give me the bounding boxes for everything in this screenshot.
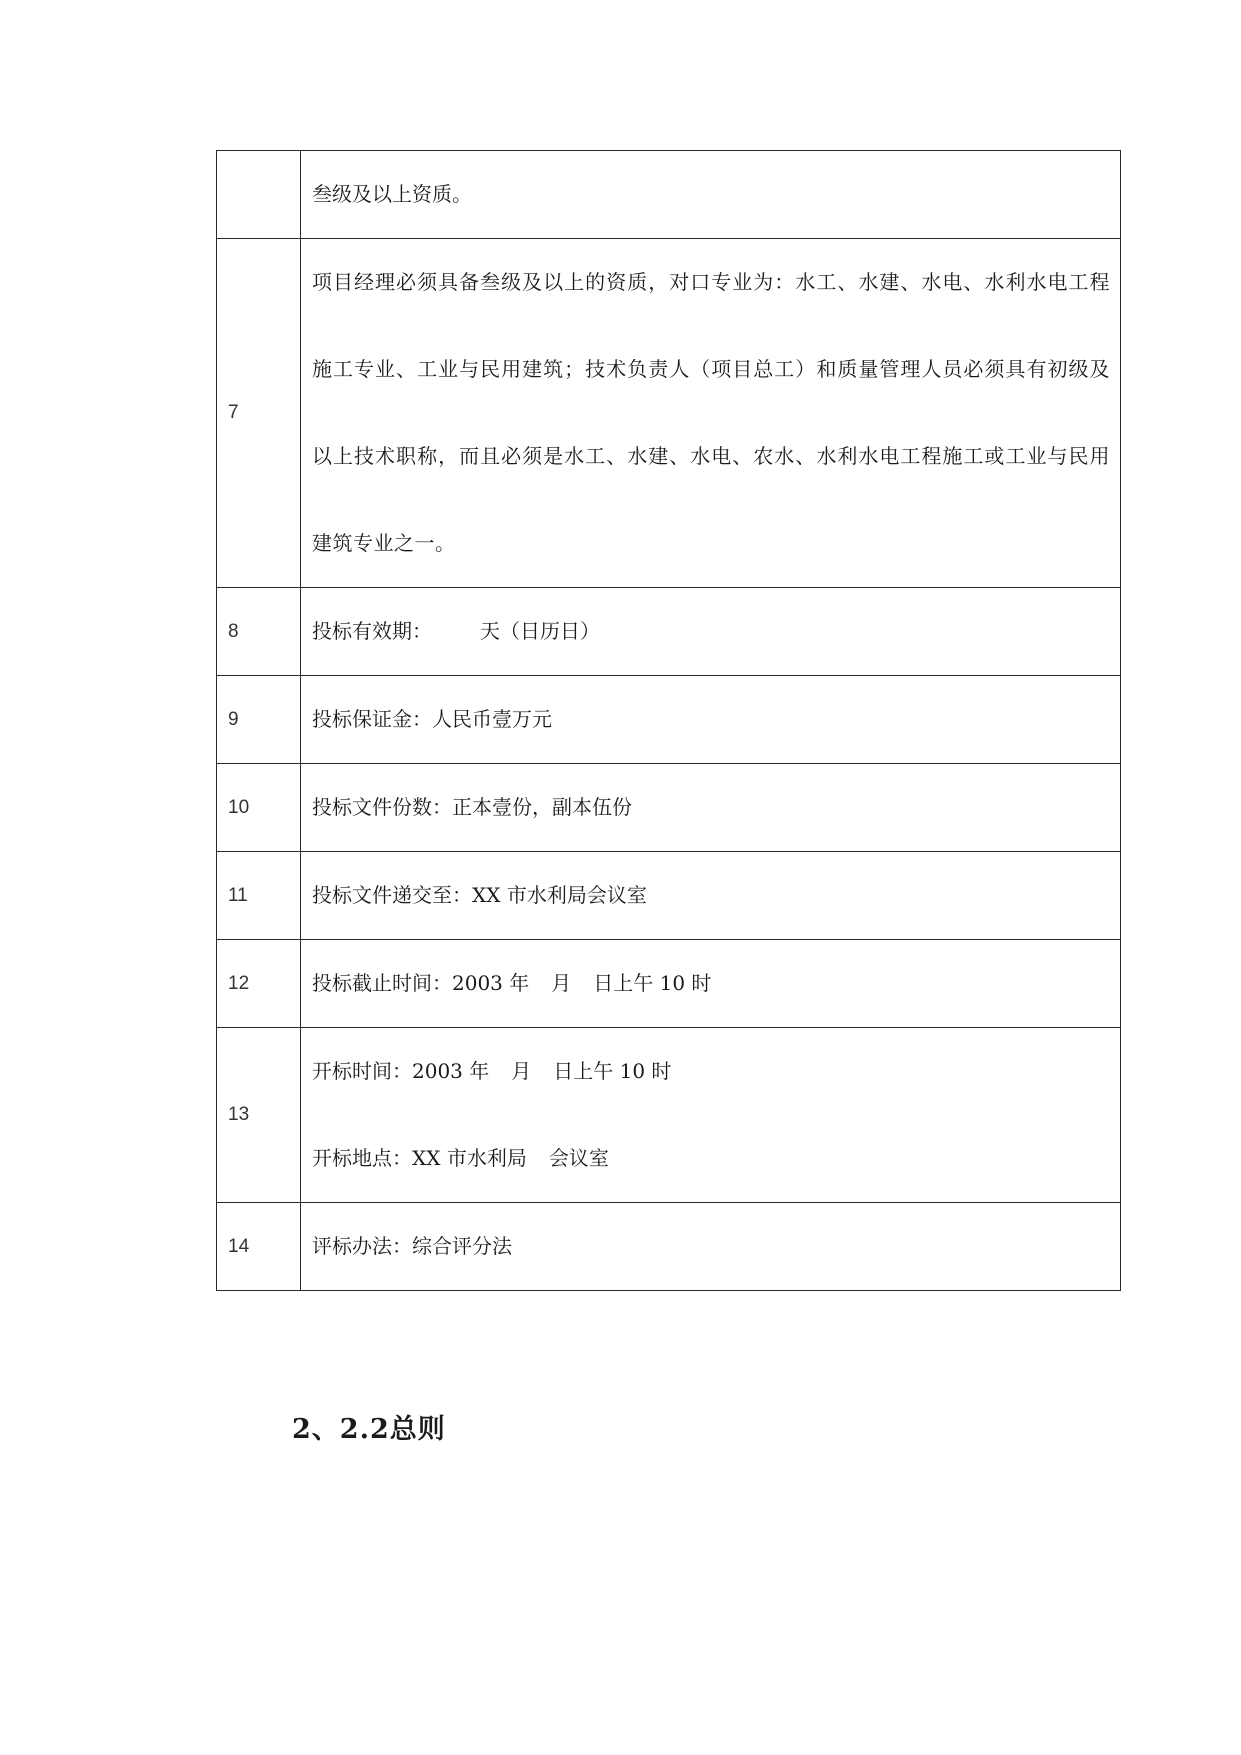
row-number: 13 — [217, 1028, 301, 1203]
row-number: 9 — [217, 676, 301, 764]
table-row — [217, 151, 1121, 239]
row-number: 14 — [217, 1203, 301, 1291]
table-row — [217, 676, 1121, 764]
opening-place-value: 会议室 — [548, 1146, 609, 1170]
row-number: 11 — [217, 852, 301, 940]
opening-time-value: 日上午 10 时 — [553, 1059, 672, 1083]
row-text: 评标办法：综合评分法 — [312, 1234, 512, 1258]
opening-time-label: 开标时间：2003 年 — [312, 1059, 490, 1083]
table-row — [217, 1028, 1121, 1203]
row-content — [301, 1028, 1121, 1203]
row-paragraph: 项目经理必须具备叁级及以上的资质，对口专业为：水工、水建、水电、水利水电工程施工专业、工业与民用建筑；技术负责人（项目总工）和质量管理人员必须具有初级及以上技术职称，而且必须是水工、水建、水电、农水、水利水电工程施工或工业与民用建筑专业之一。 — [312, 270, 1110, 555]
row-text: 投标保证金：人民币壹万元 — [312, 707, 552, 731]
bid-validity-value: 天（日历日） — [480, 619, 600, 643]
row-content — [301, 588, 1121, 676]
table-row — [217, 239, 1121, 588]
opening-place-label: 开标地点：XX 市水利局 — [312, 1146, 527, 1170]
row-content — [301, 239, 1121, 588]
row-number: 8 — [217, 588, 301, 676]
row-content — [301, 151, 1121, 239]
table-row — [217, 764, 1121, 852]
row-content — [301, 1203, 1121, 1291]
row-content — [301, 676, 1121, 764]
row-number: 7 — [217, 239, 301, 588]
table-row — [217, 1203, 1121, 1291]
table-row — [217, 588, 1121, 676]
table-row — [217, 940, 1121, 1028]
row-number — [217, 151, 301, 239]
row-content — [301, 940, 1121, 1028]
deadline-value: 日上午 10 时 — [593, 971, 712, 995]
row-text: 投标文件份数：正本壹份，副本伍份 — [312, 795, 632, 819]
row-content — [301, 764, 1121, 852]
bid-info-table — [216, 150, 1121, 1291]
row-number: 10 — [217, 764, 301, 852]
table-row — [217, 852, 1121, 940]
row-content — [301, 852, 1121, 940]
opening-time-month: 月 — [511, 1059, 532, 1083]
row-text: 投标文件递交至：XX 市水利局会议室 — [312, 883, 647, 907]
deadline-label: 投标截止时间：2003 年 — [312, 971, 530, 995]
bid-validity-label: 投标有效期： — [312, 619, 432, 643]
deadline-month: 月 — [551, 971, 572, 995]
row-text: 叁级及以上资质。 — [312, 182, 472, 206]
row-number: 12 — [217, 940, 301, 1028]
section-heading: 2、2.2总则 — [292, 1414, 446, 1445]
